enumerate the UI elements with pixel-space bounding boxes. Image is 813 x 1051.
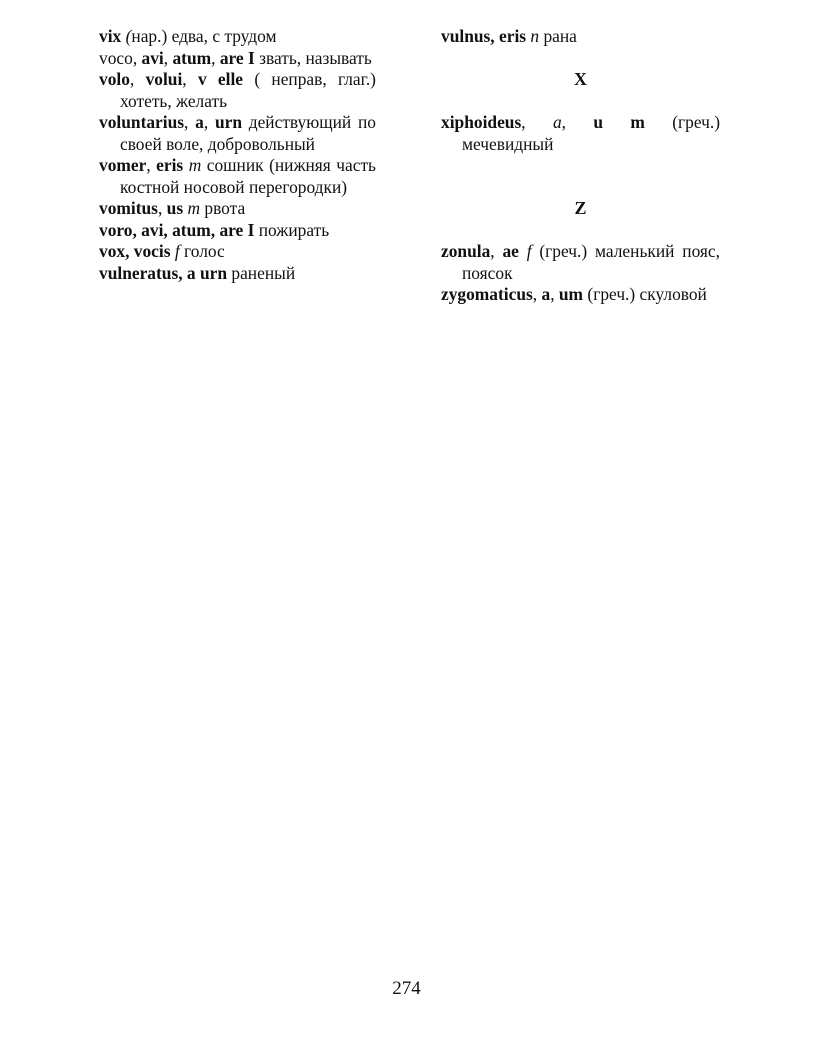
headword-text: a [541,284,551,304]
headword-text: a [195,112,204,132]
headword-text: u m [593,112,645,132]
definition-text: , [490,241,503,261]
headword-text: v elle [197,69,244,89]
headword-text: vomitus [99,198,158,218]
spacer [441,155,720,177]
spacer [441,91,720,113]
headword-text: us [166,198,184,218]
dictionary-entry [99,48,376,70]
dictionary-entry [99,263,376,285]
dictionary-entry [99,198,376,220]
headword-text: voro, avi, atum, are I [99,219,255,240]
definition-text: (греч.) скуловой [583,284,707,304]
headword-text: ae [502,241,519,261]
definition-text: звать, называть [254,47,372,68]
dictionary-entry [99,155,376,198]
headword-text: vomer [99,155,147,175]
grammar-mark: m [187,198,201,218]
spacer [441,177,720,199]
headword-text: zygomaticus [441,284,533,304]
headword-text: urn [214,112,242,132]
definition-text [519,241,527,261]
definition-text: , [184,112,196,132]
definition-text: сошник (нижняя часть костной носовой перегородки) [120,155,376,197]
dictionary-entry [441,112,720,155]
grammar-mark: n [530,26,540,46]
definition-text: нар.) едва, с трудом [131,26,277,46]
definition-text: , [157,198,167,218]
definition-text: ( неправ, глаг.) хотеть, желать [120,69,376,111]
definition-text: , [203,112,215,132]
headword-text: vox, vocis [99,241,171,261]
headword-text: vix [99,26,122,46]
dictionary-entry [99,241,376,263]
headword-text: vulneratus, a urn [99,262,228,283]
definition-text: , [550,284,559,304]
definition-text: , [182,69,198,89]
headword-text: vulnus, eris [441,26,527,46]
headword-text: um [558,284,584,304]
dictionary-entry [441,26,720,48]
grammar-mark: m [188,155,202,175]
definition-text: , [561,112,594,132]
spacer [441,220,720,242]
definition-text: , [532,284,542,304]
definition-text: , [132,47,142,68]
definition-text: (греч.) маленький пояс, поясок [462,241,720,283]
definition-text: рвота [200,198,246,218]
definition-text: voco [99,47,133,68]
grammar-mark: ( [125,26,132,46]
page-number: 274 [392,978,421,999]
definition-text: , [521,112,553,132]
headword-text: zonula [441,241,491,261]
dictionary-entry [99,112,376,155]
headword-text: xiphoideus [441,112,522,132]
headword-text: are I [219,47,255,68]
spacer [441,48,720,70]
definition-text: , [146,155,157,175]
definition-text: рана [539,26,577,46]
letter-heading-x: X [574,69,587,89]
dictionary-entry [441,241,720,284]
dictionary-entry [441,284,720,306]
headword-text: avi [141,47,164,68]
definition-text: голос [179,241,225,261]
definition-text: (греч.) мечевидный [462,112,720,154]
definition-text: пожирать [254,219,330,240]
headword-text: volo [99,69,130,89]
definition-text: раненый [227,262,296,283]
definition-text: , [211,47,220,68]
headword-text: eris [156,155,184,175]
grammar-mark: f [526,241,532,261]
definition-text: , [129,69,146,89]
grammar-mark: a [552,112,562,132]
dictionary-entry [99,69,376,112]
left-column [99,26,376,284]
letter-heading-z: Z [574,198,587,218]
headword-text: voluntarius [99,112,185,132]
right-column [441,26,720,306]
headword-text: volui [145,69,183,89]
definition-text: действующий по своей воле, добровольный [120,112,376,154]
grammar-mark: f [174,241,180,261]
dictionary-entry [99,220,376,242]
headword-text: atum [172,47,212,68]
dictionary-entry [99,26,376,48]
definition-text: , [163,47,173,68]
